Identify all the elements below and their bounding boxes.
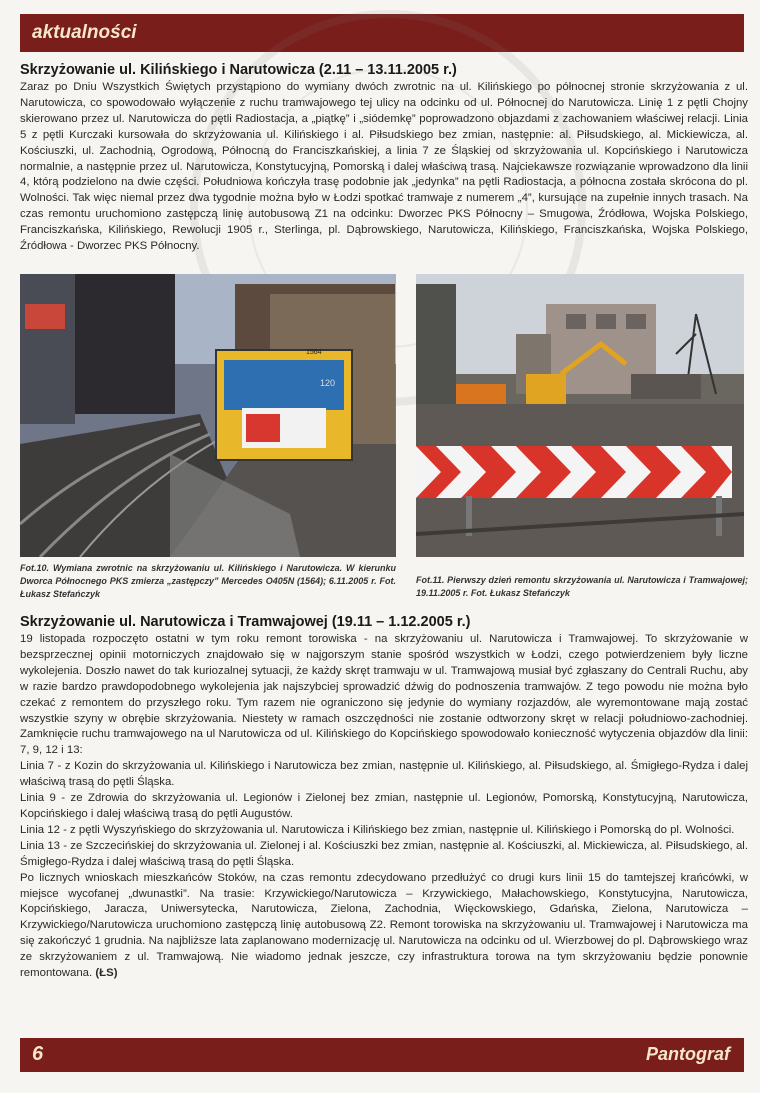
magazine-name: Pantograf: [645, 1044, 730, 1064]
section-label: aktualności: [32, 22, 137, 43]
article-paragraph-text: Po licznych wnioskach mieszkańców Stoków, na czas remontu zdecydowano przedłużyć co drugi kurs linii 15 do tamtejszej krańcówki, w miejsce wycofanej „dwunastki”. Na trasie: Krzywickiego/Narutowicza – Krzywickiego, Małachowskiego, Konstytucyjna, Narutowicza, Kopcińskiego, Jaracza, Uniwersytecka, Narutowicza, Zielona, Zachodnia, Więckowskiego, Gdańska, Zielona, Narutowicza – Krzywickiego/Narutowicza uruchomiono zastępczą linię autobusową Z2. Remont torowiska na skrzyżowaniu ul. Tramwajowej i Narutowicza ma się zakończyć 1 grudnia. Na najbliższe lata zaplanowano modernizację ul. Narutowicza na odcinku od ul. Wierzbowej do pl. Dąbrowskiego wraz ze skrzyżowaniem z ul. Tramwajową. Nie wiadomo jednak jeszcze, czy infrastruktura torowa na tym skrzyżowaniu będzie ponownie remontowana.: [20, 871, 748, 980]
article-paragraph: [20, 871, 748, 982]
article-body: [20, 80, 748, 255]
article-paragraph: Zaraz po Dniu Wszystkich Świętych przystąpiono do wymiany dwóch zwrotnic na ul. Kilińskiego po północnej stronie skrzyżowania z ul. Narutowicza, co spowodowało wyłączenie z ruchu tramwajowego tej ulicy na odcinku od ul. Północnej do Narutowicza. Linię 1 z pętli Chojny skierowano przez ul. Narutowicza do pętli Radiostacja, a „piątkę” i „siódemkę” poprowadzono objazdami z zachowaniem właściwej relacji. Linia 5 z pętli Kurczaki kursowała do skrzyżowania ul. Kilińskiego i al. Piłsudskiego bez zmian, następnie: al. Piłsudskiego, al. Mickiewicza, al. Kościuszki, ul. Zachodnią, Ogrodową, Północną do Franciszkańskiej, a linia 7 ze Śląskiej od skrzyżowania ul. Kopcińskiego i Narutowicza normalnie, a następnie przez ul. Narutowicza, Konstytucyjną, Pomorską i dalej właściwą trasą. Najciekawsze rozwiązanie wprowadzono dla linii 4, którą podzielono na dwie części. Południowa kończyła trasę podobnie jak „jedynka” na pętli Radiostacja, a północna została skrócona do pl. Wolności. Tak więc niemal przez dwa tygodnie można było w Łodzi spotkać tramwaje z numerem „4”, kursujące na zupełnie innych trasach. Na czas remontu uruchomiono zastępczą linię autobusową Z1 na odcinku: Dworzec PKS Północny – Smugowa, Źródłowa, Wojska Polskiego, Franciszkańska, Kilińskiego, Rewolucji 1905 r., Sterlinga, pl. Dąbrowskiego, Narutowicza, Kilińskiego, Franciszkańska, Wojska Polskiego, Źródłowa - Dworzec PKS Północny.: [20, 81, 748, 253]
article-body: [20, 632, 748, 982]
article-title: Skrzyżowanie ul. Kilińskiego i Narutowicza (2.11 – 13.11.2005 r.): [20, 62, 457, 78]
photo-construction-illustration: [416, 274, 744, 557]
article-narutowicza-tramwajowej: [20, 614, 748, 982]
photo-intersection-repair: [416, 274, 744, 557]
article-title: Skrzyżowanie ul. Narutowicza i Tramwajowej (19.11 – 1.12.2005 r.): [20, 614, 471, 630]
route-line-9: Linia 9 - ze Zdrowia do skrzyżowania ul. Legionów i Zielonej bez zmian, następnie ul. Legionów, Pomorską, Konstytucyjną, Narutowicza, Kopcińskiego i dalej właściwą trasą do pętli Augustów.: [20, 792, 748, 820]
bus-fleet-number: 1564: [306, 349, 322, 356]
article-paragraph: 19 listopada rozpoczęto ostatni w tym roku remont torowiska - na skrzyżowaniu ul. Narutowicza i Tramwajowej. To skrzyżowanie w bezsprzecznej opinii motorniczych znajdowało się w najgorszym stanie spośród wszystkich w Łodzi, czego potwierdzeniem były liczne wykolejenia. Doszło nawet do tak kuriozalnej sytuacji, że każdy skręt tramwaju w ul. Tramwajową musiał być zgłaszany do Centrali Ruchu, aby w razie bardzo prawdopodobnego wykolejenia jak najszybciej sprowadzić dźwig do podnoszenia tramwajów. Z tego powodu nie można było czekać z remontem do przyszłego roku. Tym razem nie ograniczono się jedynie do wymiany rozjazdów, ale wyremontowane mają zostać wszystkie szyny w obrębie skrzyżowania. Niestety w ramach oszczędności nie zostanie odtworzony skręt w relacji południowo-zachodniej. Zamknięcie ruchu tramwajowego na ul Narutowicza od ul. Kilińskiego do Kopcińskiego spowodowało konieczność wytyczenia objazdów dla linii: 7, 9, 12 i 13:: [20, 633, 748, 757]
article-kilinskiego-narutowicza: [20, 62, 748, 255]
route-line-13: Linia 13 - ze Szczecińskiej do skrzyżowania ul. Zielonej i al. Kościuszki bez zmian, następnie al. Kościuszki, al. Mickiewicza, al. Piłsudskiego, al. Śmigłego-Rydza i dalej właściwą trasą do pętli Śląska.: [20, 839, 748, 868]
photo-caption-2: Fot.11. Pierwszy dzień remontu skrzyżowania ul. Narutowicza i Tramwajowej; 19.11.2005 r. Fot. Łukasz Stefańczyk: [416, 575, 748, 598]
route-line-12: Linia 12 - z pętli Wyszyńskiego do skrzyżowania ul. Narutowicza i Kilińskiego bez zmian, następnie ul. Kilińskiego i Pomorską do pl. Wolności.: [20, 823, 735, 836]
bus-route-number: 120: [320, 378, 336, 388]
photo-bus-switch-replacement: [20, 274, 396, 557]
page-number: 6: [32, 1043, 44, 1065]
photo-caption-1: Fot.10. Wymiana zwrotnic na skrzyżowaniu ul. Kilińskiego i Narutowicza. W kierunku Dworca Północnego PKS zmierza „zastępczy” Mercedes O405N (1564); 6.11.2005 r. Fot. Łukasz Stefańczyk: [20, 563, 396, 599]
author-signature: (ŁS): [95, 967, 118, 980]
route-line-7: Linia 7 - z Kozin do skrzyżowania ul. Kilińskiego i Narutowicza bez zmian, następnie ul. Kilińskiego, al. Piłsudskiego, al. Śmigłego-Rydza i dalej właściwą trasą do pętli Śląska.: [20, 760, 748, 789]
photo-bus-illustration: [20, 274, 396, 557]
footer-bar: [20, 1038, 744, 1072]
